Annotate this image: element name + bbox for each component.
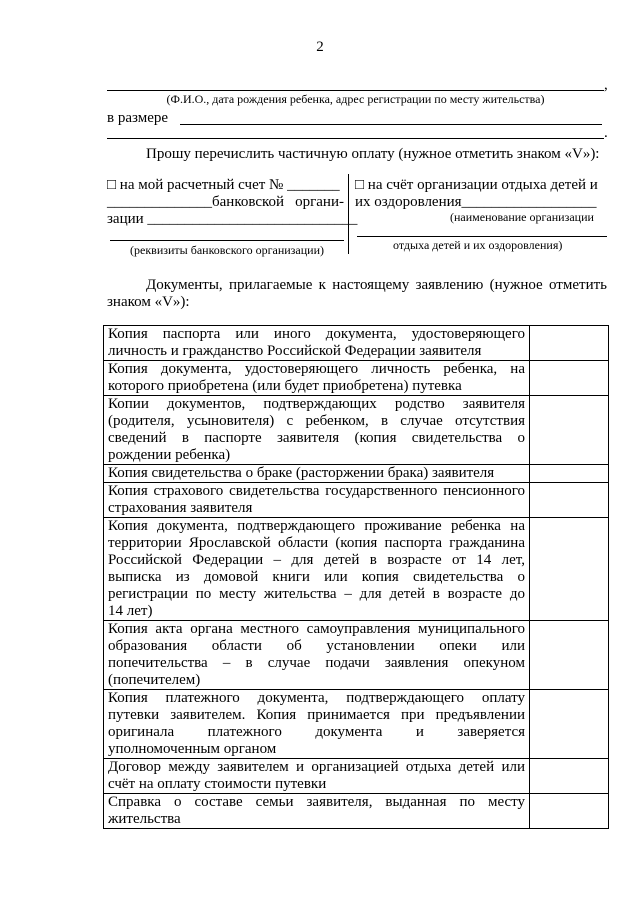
option-organization-account[interactable]: □ на счёт организации отдыха детей и <box>355 177 598 193</box>
document-text-line: Копия свидетельства о браке (расторжении брака) заявителя <box>108 465 495 481</box>
document-text-line: страхования заявителя <box>108 500 253 516</box>
document-description <box>104 621 530 690</box>
organization-caption-1: (наименование организации <box>450 210 594 224</box>
document-checkbox-cell[interactable] <box>530 465 609 483</box>
document-text-line: Копия страхового свидетельства государственного пенсионного <box>108 483 525 499</box>
option-own-account-line2 <box>107 193 344 211</box>
document-text-line: оригинала платежного документа и заверяется <box>108 724 525 740</box>
document-text-line: образования области об установлении опеки или <box>108 638 525 654</box>
document-text-line: попечительства – в случае подачи заявления опекуном <box>108 655 525 671</box>
organization-caption-2: отдыха детей и их оздоровления) <box>393 238 563 252</box>
page-number: 2 <box>316 39 324 55</box>
option-organization-line2: их оздоровления__________________ <box>355 194 597 210</box>
document-row <box>104 621 609 690</box>
amount-continuation-line[interactable] <box>107 138 604 139</box>
bank-details-line[interactable] <box>110 240 344 241</box>
document-text-line: уполномоченным органом <box>108 741 277 757</box>
document-checkbox-cell[interactable] <box>530 326 609 361</box>
document-text-line: Копия документа, подтверждающего проживание ребенка на <box>108 518 525 534</box>
amount-label: в размере <box>107 110 169 126</box>
amount-line-period: . <box>604 125 608 141</box>
document-row <box>104 361 609 396</box>
document-description <box>104 759 530 794</box>
document-text-line: (родителя, усыновителя) с ребенком, в случае отсутствия <box>108 413 525 429</box>
document-text-line: 14 лет) <box>108 603 153 619</box>
document-row <box>104 690 609 759</box>
document-text-line: сведений в паспорте заявителя (копия свидетельства о <box>108 430 525 446</box>
document-row <box>104 396 609 465</box>
document-row <box>104 794 609 829</box>
document-description <box>104 396 530 465</box>
document-text-line: личность и гражданство Российской Федерации заявителя <box>108 343 482 359</box>
document-text-line: Копия документа, удостоверяющего личность ребенка, на <box>108 361 525 377</box>
amount-field-line[interactable] <box>180 124 602 125</box>
document-text-line: (попечителем) <box>108 672 201 688</box>
document-text-line: которого приобретена (или будет приобретена) путевка <box>108 378 462 394</box>
documents-table <box>103 325 609 829</box>
document-checkbox-cell[interactable] <box>530 621 609 690</box>
document-text-line: Копия платежного документа, подтверждающего оплату <box>108 690 525 706</box>
document-row <box>104 326 609 361</box>
document-text-line: Договор между заявителем и организацией отдыха детей или <box>108 759 525 775</box>
document-text-line: территории Ярославской области (копия паспорта гражданина <box>108 535 525 551</box>
applicant-caption: (Ф.И.О., дата рождения ребенка, адрес регистрации по месту жительства) <box>166 92 545 106</box>
option-own-account-line3: зации ____________________________ <box>107 211 358 227</box>
document-text-line: Российской Федерации – для детей в возрасте от 14 лет, <box>108 552 525 568</box>
document-row <box>104 483 609 518</box>
document-description <box>104 794 530 829</box>
documents-intro-line1: Документы, прилагаемые к настоящему заявлению (нужное отметить <box>146 277 607 293</box>
document-text-line: Копии документов, подтверждающих родство заявителя <box>108 396 525 412</box>
document-text-line: Копия паспорта или иного документа, удостоверяющего <box>108 326 525 342</box>
document-checkbox-cell[interactable] <box>530 690 609 759</box>
document-checkbox-cell[interactable] <box>530 518 609 621</box>
bank-details-caption: (реквизиты банковского организации) <box>130 243 324 257</box>
document-description <box>104 465 530 483</box>
document-text-line: рождении ребенка) <box>108 447 231 463</box>
organization-name-line[interactable] <box>357 236 607 237</box>
document-row <box>104 759 609 794</box>
document-checkbox-cell[interactable] <box>530 361 609 396</box>
option-own-account[interactable]: □ на мой расчетный счет № _______ <box>107 177 340 193</box>
document-description <box>104 690 530 759</box>
document-text-line: Копия акта органа местного самоуправления муниципального <box>108 621 525 637</box>
document-text-line: счёт на оплату стоимости путевки <box>108 776 327 792</box>
document-checkbox-cell[interactable] <box>530 483 609 518</box>
document-text-line: Справка о составе семьи заявителя, выданная по месту <box>108 794 525 810</box>
document-description <box>104 483 530 518</box>
document-text-line: путевки заявителем. Копия принимается при предъявлении <box>108 707 525 723</box>
bank-line-a: ______________банковской <box>107 194 285 210</box>
document-description <box>104 361 530 396</box>
options-divider <box>348 174 349 254</box>
document-row <box>104 518 609 621</box>
bank-line-b: органи- <box>295 194 344 210</box>
documents-intro-line2: знаком «V»): <box>107 294 190 310</box>
document-checkbox-cell[interactable] <box>530 396 609 465</box>
document-row <box>104 465 609 483</box>
document-description <box>104 518 530 621</box>
document-checkbox-cell[interactable] <box>530 759 609 794</box>
applicant-info-line[interactable] <box>107 90 604 91</box>
document-description <box>104 326 530 361</box>
request-text: Прошу перечислить частичную оплату (нужное отметить знаком «V»): <box>146 146 600 162</box>
applicant-line-comma: , <box>604 77 608 93</box>
document-text-line: выписка из домовой книги или копия свидетельства о <box>108 569 525 585</box>
document-text-line: регистрации по месту жительства – для детей в возрасте до <box>108 586 525 602</box>
document-text-line: жительства <box>108 811 181 827</box>
document-checkbox-cell[interactable] <box>530 794 609 829</box>
